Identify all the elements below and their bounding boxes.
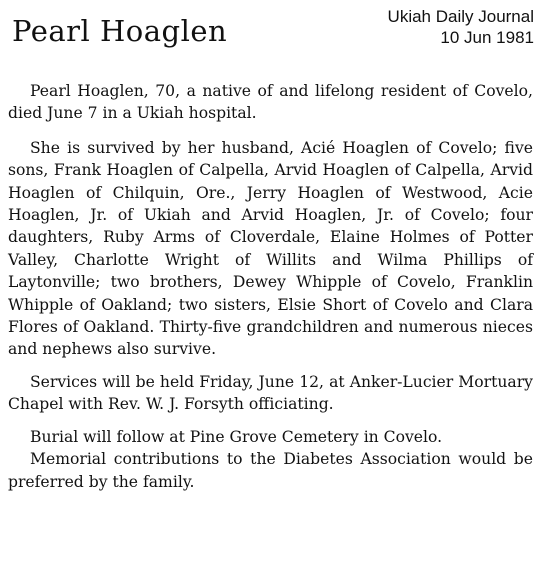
obituary-body	[8, 80, 533, 503]
paragraph-memorial: Memorial contributions to the Diabetes Association would be preferred by the family.	[8, 450, 533, 491]
obituary-name-heading: Pearl Hoaglen	[12, 14, 228, 48]
publication-date: 10 Jun 1981	[440, 28, 534, 47]
paragraph-death-notice: Pearl Hoaglen, 70, a native of and lifelong resident of Covelo, died June 7 in a Ukiah hospital.	[8, 82, 533, 123]
paragraph-services: Services will be held Friday, June 12, at Anker-Lucier Mortuary Chapel with Rev. W. J. Forsyth officiating.	[8, 372, 533, 414]
source-citation	[344, 6, 534, 48]
paragraph-burial: Burial will follow at Pine Grove Cemetery in Covelo.	[30, 427, 443, 446]
paragraph-survivors: She is survived by her husband, Acié Hoaglen of Covelo; five sons, Frank Hoaglen of Calpella, Arvid Hoaglen of Calpella, Arvid Hoaglen of Chilquin, Ore., Jerry Hoaglen of Westwood, Acie Hoaglen, Jr. of Ukiah and Arvid Hoaglen, Jr. of Covelo; four daughters, Ruby Arms of Cloverdale, Elaine Holmes of Potter Valley, Charlotte Wright of Willits and Wilma Phillips of Laytonville; two brothers, Dewey Whipple of Covelo, Franklin Whipple of Oakland; two sisters, Elsie Short of Covelo and Clara Flores of Oakland. Thirty-five grandchildren and numerous nieces and nephews also survive.	[8, 138, 533, 359]
publication-name: Ukiah Daily Journal	[387, 7, 534, 26]
